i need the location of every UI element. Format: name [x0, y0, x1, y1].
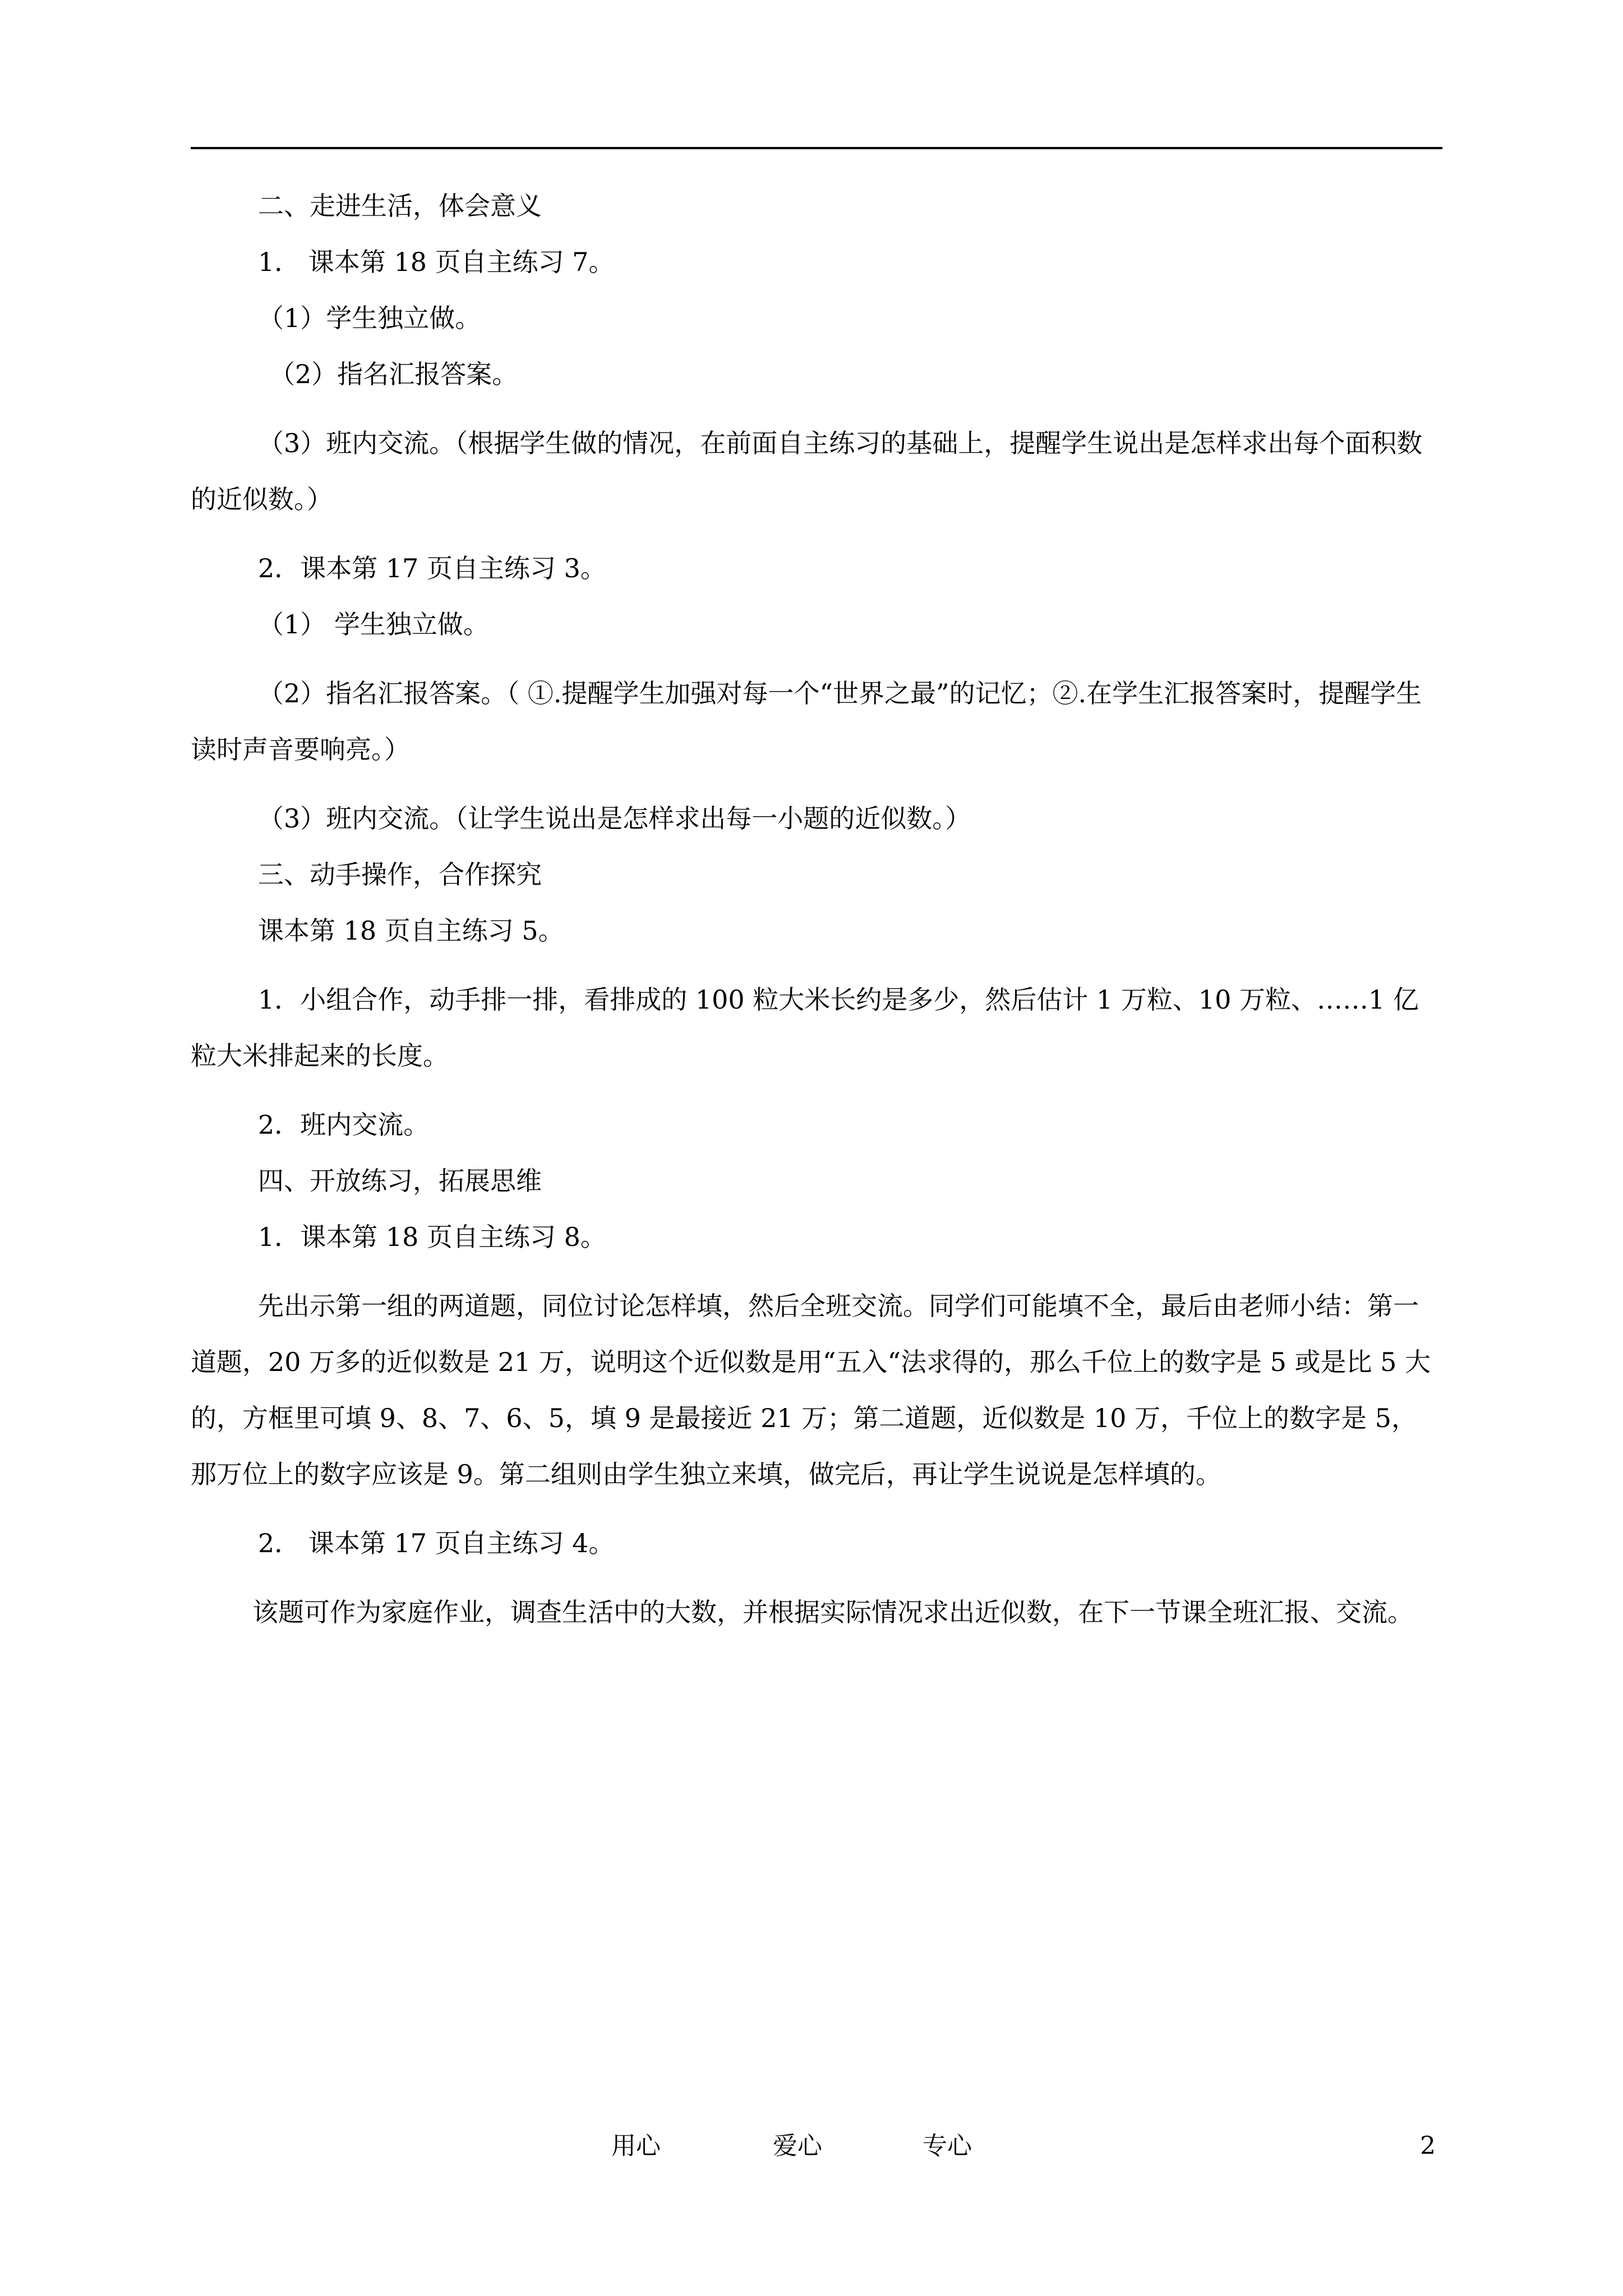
list-item: 1． 课本第 18 页自主练习 7。	[258, 247, 615, 277]
list-item: （1） 学生独立做。	[258, 609, 489, 639]
section-heading: 二、走进生活，体会意义	[258, 191, 542, 221]
paragraph: （3）班内交流。（根据学生做的情况，在前面自主练习的基础上，提醒学生说出是怎样求出每个面积数的近似数。）	[191, 428, 1423, 514]
list-item: 2． 课本第 17 页自主练习 4。	[258, 1528, 615, 1558]
list-item: （1）学生独立做。	[258, 303, 481, 333]
list-item: 2．课本第 17 页自主练习 3。	[258, 553, 606, 583]
section-heading: 四、开放练习，拓展思维	[258, 1166, 542, 1196]
header-rule	[191, 147, 1442, 149]
list-item: 2．班内交流。	[258, 1110, 430, 1140]
list-item: 课本第 18 页自主练习 5。	[258, 915, 564, 946]
page-number: 2	[1420, 2132, 1436, 2160]
list-item: 1．课本第 18 页自主练习 8。	[258, 1222, 606, 1252]
section-heading: 三、动手操作，合作探究	[258, 859, 542, 890]
list-item: （3）班内交流。（让学生说出是怎样求出每一小题的近似数。）	[258, 803, 971, 834]
paragraph: （2）指名汇报答案。（ ①.提醒学生加强对每一个“世界之最”的记忆；②.在学生汇报答案时，提醒学生读时声音要响亮。）	[191, 678, 1422, 765]
list-item: （2）指名汇报答案。	[269, 359, 518, 389]
footer-text: 用心	[611, 2132, 661, 2160]
footer-text: 专心	[923, 2132, 972, 2160]
paragraph: 该题可作为家庭作业，调查生活中的大数，并根据实际情况求出近似数，在下一节课全班汇报、交流。	[252, 1597, 1413, 1627]
document-body	[191, 191, 1442, 1640]
footer-text: 爱心	[773, 2132, 822, 2160]
paragraph: 1．小组合作，动手排一排，看排成的 100 粒大米长约是多少，然后估计 1 万粒、10 万粒、……1 亿粒大米排起来的长度。	[191, 984, 1419, 1071]
paragraph: 先出示第一组的两道题，同位讨论怎样填，然后全班交流。同学们可能填不全，最后由老师小结：第一道题，20 万多的近似数是 21 万，说明这个近似数是用“五入“法求得的，那么千位上的数字是 5 或是比 5 大的，方框里可填 9、8、7、6、5，填 9 是最接近 21 万；第二道题，近似数是 10 万，千位上的数字是 5，那万位上的数字应该是 9。第二组则由学生独立来填，做完后，再让学生说说是怎样填的。	[191, 1291, 1431, 1489]
